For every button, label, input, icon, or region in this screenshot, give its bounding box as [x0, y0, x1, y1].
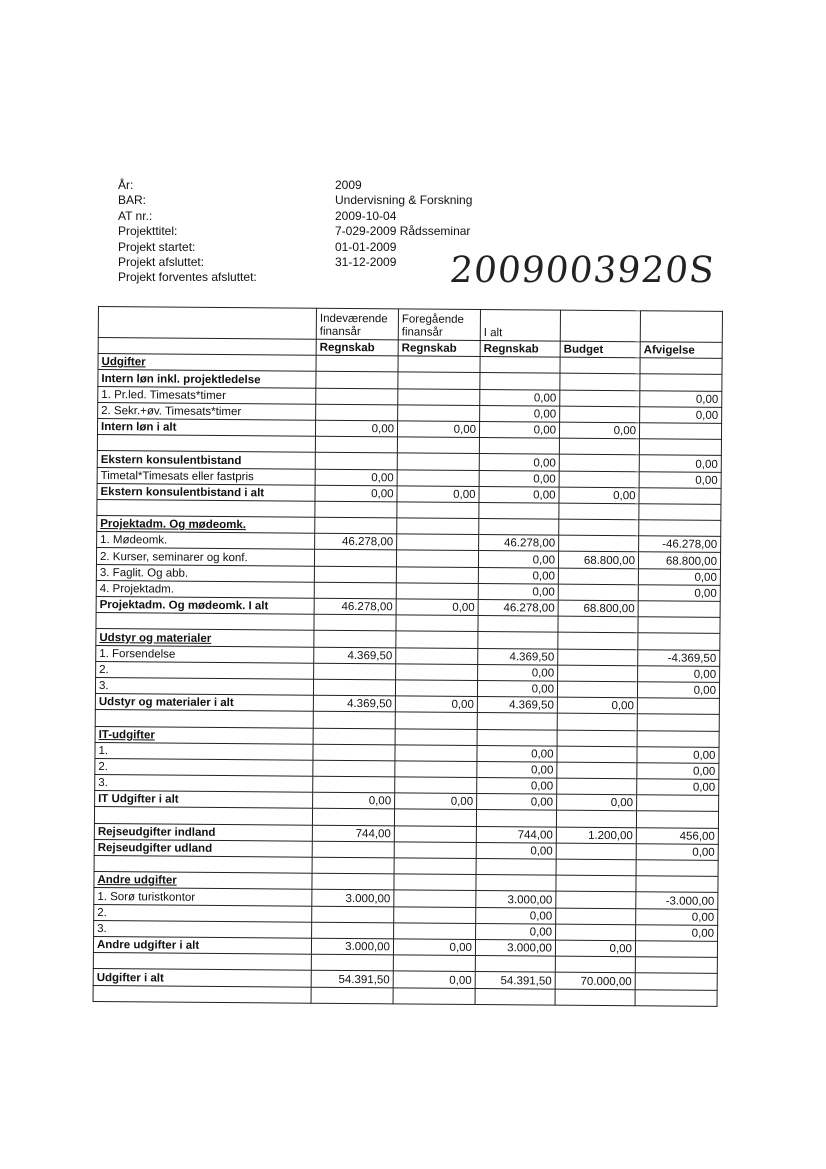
- expense-table-wrapper: [93, 306, 722, 1007]
- row-label: Ekstern konsulentbistand i alt: [97, 483, 315, 501]
- amount-cell: [312, 809, 394, 826]
- amount-cell: 4.369,50: [313, 695, 395, 712]
- meta-value: 31-12-2009: [335, 255, 397, 270]
- amount-cell: [557, 778, 637, 795]
- amount-cell: 0,00: [636, 924, 718, 941]
- amount-cell: [394, 809, 476, 826]
- row-label: 2.: [96, 661, 314, 679]
- meta-label: AT nr.:: [118, 208, 153, 223]
- row-label: 2. Kurser, seminarer og konf.: [96, 548, 314, 566]
- amount-cell: 4.369,50: [477, 697, 557, 714]
- meta-label: År:: [118, 178, 134, 192]
- amount-cell: 0,00: [393, 939, 475, 956]
- amount-cell: 0,00: [555, 940, 635, 957]
- amount-cell: [479, 519, 559, 536]
- amount-cell: [313, 679, 395, 696]
- row-label: 2.: [94, 904, 312, 922]
- amount-cell: 0,00: [477, 778, 557, 795]
- meta-value: 01-01-2009: [335, 239, 397, 254]
- row-label: Andre udgifter: [94, 872, 312, 890]
- meta-row: [118, 270, 472, 285]
- amount-cell: [560, 390, 640, 407]
- amount-cell: [556, 924, 636, 941]
- amount-cell: [556, 891, 636, 908]
- amount-cell: [559, 519, 639, 536]
- amount-cell: [314, 631, 396, 648]
- row-label: [93, 985, 311, 1003]
- row-label: [96, 613, 314, 631]
- expense-table: [93, 306, 723, 1007]
- amount-cell: 0,00: [559, 487, 639, 504]
- amount-cell: [396, 583, 478, 600]
- amount-cell: [316, 404, 398, 421]
- column-header: Regnskab: [480, 341, 560, 358]
- amount-cell: 54.391,50: [475, 972, 555, 989]
- meta-row: [118, 255, 472, 270]
- amount-cell: 0,00: [476, 907, 556, 924]
- amount-cell: 0,00: [478, 583, 558, 600]
- meta-value: 7-029-2009 Rådsseminar: [335, 224, 471, 239]
- amount-cell: [395, 777, 477, 794]
- amount-cell: [560, 374, 640, 391]
- amount-cell: 0,00: [636, 844, 718, 861]
- amount-cell: [316, 355, 398, 372]
- amount-cell: [396, 631, 478, 648]
- amount-cell: -4.369,50: [638, 649, 720, 666]
- amount-cell: 1.200,00: [556, 827, 636, 844]
- amount-cell: [556, 859, 636, 876]
- amount-cell: 0,00: [477, 761, 557, 778]
- amount-cell: [638, 601, 720, 618]
- row-label: Rejseudgifter udland: [94, 839, 312, 857]
- amount-cell: [556, 843, 636, 860]
- row-label: Udgifter: [98, 354, 316, 372]
- column-header: [98, 338, 316, 356]
- amount-cell: [316, 388, 398, 405]
- row-label: Intern løn inkl. projektledelse: [98, 370, 316, 388]
- row-label: [94, 855, 312, 873]
- amount-cell: 0,00: [479, 470, 559, 487]
- amount-cell: [395, 712, 477, 729]
- amount-cell: [478, 616, 558, 633]
- amount-cell: [314, 663, 396, 680]
- amount-cell: [559, 471, 639, 488]
- row-label: Timetal*Timesats eller fastpris: [97, 467, 315, 485]
- row-label: [97, 499, 315, 517]
- amount-cell: [558, 568, 638, 585]
- amount-cell: 3.000,00: [311, 938, 393, 955]
- amount-cell: [313, 712, 395, 729]
- amount-cell: [396, 615, 478, 632]
- amount-cell: 0,00: [396, 599, 478, 616]
- amount-cell: 0,00: [315, 485, 397, 502]
- amount-cell: [396, 664, 478, 681]
- amount-cell: [635, 957, 717, 974]
- column-header: Foregående finansår: [398, 309, 480, 341]
- amount-cell: 0,00: [639, 471, 721, 488]
- amount-cell: [557, 713, 637, 730]
- row-label: 1.: [95, 742, 313, 760]
- row-label: 3.: [95, 775, 313, 793]
- column-header: Indeværende finansår: [316, 308, 398, 340]
- amount-cell: [640, 374, 722, 391]
- amount-cell: 0,00: [395, 696, 477, 713]
- meta-row: [118, 193, 472, 208]
- amount-cell: 46.278,00: [314, 598, 396, 615]
- amount-cell: [397, 453, 479, 470]
- row-label: 1. Pr.led. Timesats*timer: [98, 386, 316, 404]
- amount-cell: [315, 501, 397, 518]
- meta-value: 2009-10-04: [335, 208, 397, 223]
- amount-cell: 0,00: [636, 908, 718, 925]
- column-header: [640, 311, 722, 343]
- amount-cell: [312, 922, 394, 939]
- amount-cell: [558, 665, 638, 682]
- amount-cell: 68.800,00: [558, 552, 638, 569]
- amount-cell: [313, 760, 395, 777]
- amount-cell: [557, 746, 637, 763]
- amount-cell: [637, 795, 719, 812]
- amount-cell: [396, 647, 478, 664]
- meta-label: BAR:: [118, 193, 147, 208]
- meta-row: [118, 178, 472, 193]
- amount-cell: [475, 988, 555, 1005]
- amount-cell: -46.278,00: [639, 536, 721, 553]
- amount-cell: [558, 616, 638, 633]
- amount-cell: [394, 923, 476, 940]
- amount-cell: [638, 633, 720, 650]
- amount-cell: 46.278,00: [478, 599, 558, 616]
- amount-cell: 0,00: [559, 422, 639, 439]
- amount-cell: [313, 728, 395, 745]
- amount-cell: [635, 941, 717, 958]
- amount-cell: [315, 436, 397, 453]
- row-label: Intern løn i alt: [97, 418, 315, 436]
- amount-cell: [637, 730, 719, 747]
- amount-cell: 0,00: [395, 793, 477, 810]
- row-label: 1. Forsendelse: [96, 645, 314, 663]
- amount-cell: 0,00: [478, 664, 558, 681]
- row-label: [94, 807, 312, 825]
- row-label: Rejseudgifter indland: [94, 823, 312, 841]
- amount-cell: [397, 502, 479, 519]
- amount-cell: [475, 956, 555, 973]
- amount-cell: [312, 857, 394, 874]
- amount-cell: [311, 954, 393, 971]
- row-label: Udstyr og materialer i alt: [95, 694, 313, 712]
- column-header: Regnskab: [316, 339, 398, 356]
- amount-cell: [315, 517, 397, 534]
- amount-cell: [636, 860, 718, 877]
- amount-cell: 0,00: [315, 469, 397, 486]
- amount-cell: [480, 373, 560, 390]
- column-header: [98, 307, 316, 340]
- amount-cell: [314, 550, 396, 567]
- amount-cell: [314, 582, 396, 599]
- amount-cell: 0,00: [313, 792, 395, 809]
- amount-cell: [394, 842, 476, 859]
- amount-cell: 54.391,50: [311, 971, 393, 988]
- amount-cell: [555, 956, 635, 973]
- amount-cell: [639, 423, 721, 440]
- row-label: Projektadm. Og mødeomk. I alt: [96, 596, 314, 614]
- amount-cell: 0,00: [637, 779, 719, 796]
- amount-cell: [477, 713, 557, 730]
- amount-cell: 0,00: [479, 486, 559, 503]
- amount-cell: 0,00: [478, 567, 558, 584]
- row-label: 3.: [95, 677, 313, 695]
- amount-cell: [637, 698, 719, 715]
- amount-cell: [560, 406, 640, 423]
- amount-cell: 0,00: [640, 407, 722, 424]
- amount-cell: 0,00: [479, 421, 559, 438]
- amount-cell: [557, 730, 637, 747]
- amount-cell: [557, 681, 637, 698]
- amount-cell: [639, 487, 721, 504]
- amount-cell: [316, 372, 398, 389]
- amount-cell: [559, 438, 639, 455]
- amount-cell: [395, 728, 477, 745]
- amount-cell: 0,00: [480, 389, 560, 406]
- amount-cell: [394, 858, 476, 875]
- amount-cell: [555, 989, 635, 1006]
- row-label: 2. Sekr.+øv. Timesats*timer: [98, 402, 316, 420]
- amount-cell: 0,00: [640, 390, 722, 407]
- amount-cell: 0,00: [637, 746, 719, 763]
- amount-cell: [396, 566, 478, 583]
- row-label: IT-udgifter: [95, 726, 313, 744]
- row-label: [93, 953, 311, 971]
- meta-label: Projekttitel:: [118, 224, 178, 239]
- amount-cell: 70.000,00: [555, 972, 635, 989]
- row-label: Udgifter i alt: [93, 969, 311, 987]
- meta-row: [118, 224, 472, 239]
- amount-cell: [397, 437, 479, 454]
- amount-cell: [313, 744, 395, 761]
- amount-cell: 0,00: [638, 568, 720, 585]
- amount-cell: [312, 906, 394, 923]
- amount-cell: [640, 358, 722, 375]
- row-label: 2.: [95, 758, 313, 776]
- meta-label: Projekt startet:: [118, 239, 196, 254]
- amount-cell: 46.278,00: [315, 533, 397, 550]
- amount-cell: [639, 439, 721, 456]
- amount-cell: 3.000,00: [475, 939, 555, 956]
- amount-cell: 68.800,00: [638, 552, 720, 569]
- amount-cell: 68.800,00: [558, 600, 638, 617]
- amount-cell: 0,00: [397, 421, 479, 438]
- amount-cell: 0,00: [476, 923, 556, 940]
- amount-cell: [397, 518, 479, 535]
- row-label: 1. Sorø turistkontor: [94, 888, 312, 906]
- amount-cell: [397, 469, 479, 486]
- amount-cell: [558, 584, 638, 601]
- amount-cell: [394, 874, 476, 891]
- meta-value: 2009: [335, 178, 362, 192]
- amount-cell: [557, 762, 637, 779]
- meta-row: [118, 240, 472, 255]
- amount-cell: 4.369,50: [478, 648, 558, 665]
- row-label: Ekstern konsulentbistand: [97, 451, 315, 469]
- amount-cell: [635, 973, 717, 990]
- row-label: Udstyr og materialer: [96, 629, 314, 647]
- amount-cell: [635, 989, 717, 1006]
- row-label: 1. Mødeomk.: [97, 532, 315, 550]
- amount-cell: 0,00: [478, 551, 558, 568]
- amount-cell: 0,00: [639, 455, 721, 472]
- amount-cell: [394, 825, 476, 842]
- column-header: Budget: [560, 341, 640, 358]
- amount-cell: 4.369,50: [314, 647, 396, 664]
- amount-cell: [393, 955, 475, 972]
- amount-cell: [395, 745, 477, 762]
- amount-cell: [476, 858, 556, 875]
- row-label: 3. Faglit. Og abb.: [96, 564, 314, 582]
- amount-cell: [314, 566, 396, 583]
- amount-cell: [314, 614, 396, 631]
- column-header: Regnskab: [398, 340, 480, 357]
- amount-cell: 0,00: [637, 682, 719, 699]
- amount-cell: 456,00: [636, 827, 718, 844]
- row-label: 3.: [94, 920, 312, 938]
- amount-cell: [312, 873, 394, 890]
- amount-cell: 0,00: [557, 794, 637, 811]
- row-label: Projektadm. Og mødeomk.: [97, 516, 315, 534]
- amount-cell: [556, 908, 636, 925]
- amount-cell: [394, 906, 476, 923]
- amount-cell: 0,00: [557, 697, 637, 714]
- amount-cell: [476, 875, 556, 892]
- amount-cell: [394, 890, 476, 907]
- meta-label: Projekt afsluttet:: [118, 255, 205, 270]
- meta-row: [118, 209, 472, 224]
- amount-cell: [398, 372, 480, 389]
- amount-cell: [639, 504, 721, 521]
- row-label: IT Udgifter i alt: [95, 791, 313, 809]
- amount-cell: -3.000,00: [636, 892, 718, 909]
- amount-cell: [639, 520, 721, 537]
- project-meta: [118, 178, 472, 286]
- handwritten-case-number: 2009003920S: [447, 250, 717, 291]
- amount-cell: [479, 502, 559, 519]
- amount-cell: [397, 534, 479, 551]
- amount-cell: [396, 550, 478, 567]
- row-label: 4. Projektadm.: [96, 580, 314, 598]
- amount-cell: [479, 438, 559, 455]
- amount-cell: [393, 987, 475, 1004]
- amount-cell: [398, 405, 480, 422]
- row-label: Andre udgifter i alt: [93, 936, 311, 954]
- amount-cell: 0,00: [638, 585, 720, 602]
- row-label: [97, 435, 315, 453]
- amount-cell: [476, 810, 556, 827]
- amount-cell: 0,00: [477, 680, 557, 697]
- amount-cell: 0,00: [393, 971, 475, 988]
- amount-cell: [560, 357, 640, 374]
- amount-cell: [559, 503, 639, 520]
- column-header: Afvigelse: [640, 342, 722, 359]
- amount-cell: 0,00: [638, 665, 720, 682]
- amount-cell: [395, 761, 477, 778]
- amount-cell: [480, 357, 560, 374]
- meta-label: Projekt forventes afsluttet:: [118, 270, 257, 285]
- amount-cell: 0,00: [479, 454, 559, 471]
- amount-cell: [637, 714, 719, 731]
- amount-cell: [313, 776, 395, 793]
- table-header-row: [98, 307, 722, 343]
- amount-cell: [477, 729, 557, 746]
- amount-cell: [636, 876, 718, 893]
- row-label: [95, 710, 313, 728]
- column-header: I alt: [480, 310, 560, 342]
- amount-cell: [478, 632, 558, 649]
- amount-cell: [311, 987, 393, 1004]
- amount-cell: 3.000,00: [476, 891, 556, 908]
- amount-cell: [638, 617, 720, 634]
- amount-cell: 744,00: [312, 825, 394, 842]
- amount-cell: 0,00: [477, 794, 557, 811]
- meta-value: Undervisning & Forskning: [335, 193, 473, 208]
- amount-cell: [315, 453, 397, 470]
- amount-cell: 0,00: [397, 486, 479, 503]
- amount-cell: [556, 875, 636, 892]
- amount-cell: 0,00: [480, 405, 560, 422]
- amount-cell: [558, 632, 638, 649]
- amount-cell: 0,00: [477, 745, 557, 762]
- amount-cell: [398, 356, 480, 373]
- amount-cell: 0,00: [637, 763, 719, 780]
- amount-cell: [398, 388, 480, 405]
- amount-cell: [395, 680, 477, 697]
- amount-cell: [559, 454, 639, 471]
- amount-cell: [556, 811, 636, 828]
- amount-cell: 0,00: [315, 420, 397, 437]
- amount-cell: [636, 811, 718, 828]
- amount-cell: [559, 535, 639, 552]
- amount-cell: 744,00: [476, 826, 556, 843]
- amount-cell: 46.278,00: [479, 535, 559, 552]
- amount-cell: 3.000,00: [312, 890, 394, 907]
- amount-cell: [558, 649, 638, 666]
- column-header: [560, 310, 640, 342]
- amount-cell: [312, 841, 394, 858]
- amount-cell: 0,00: [476, 842, 556, 859]
